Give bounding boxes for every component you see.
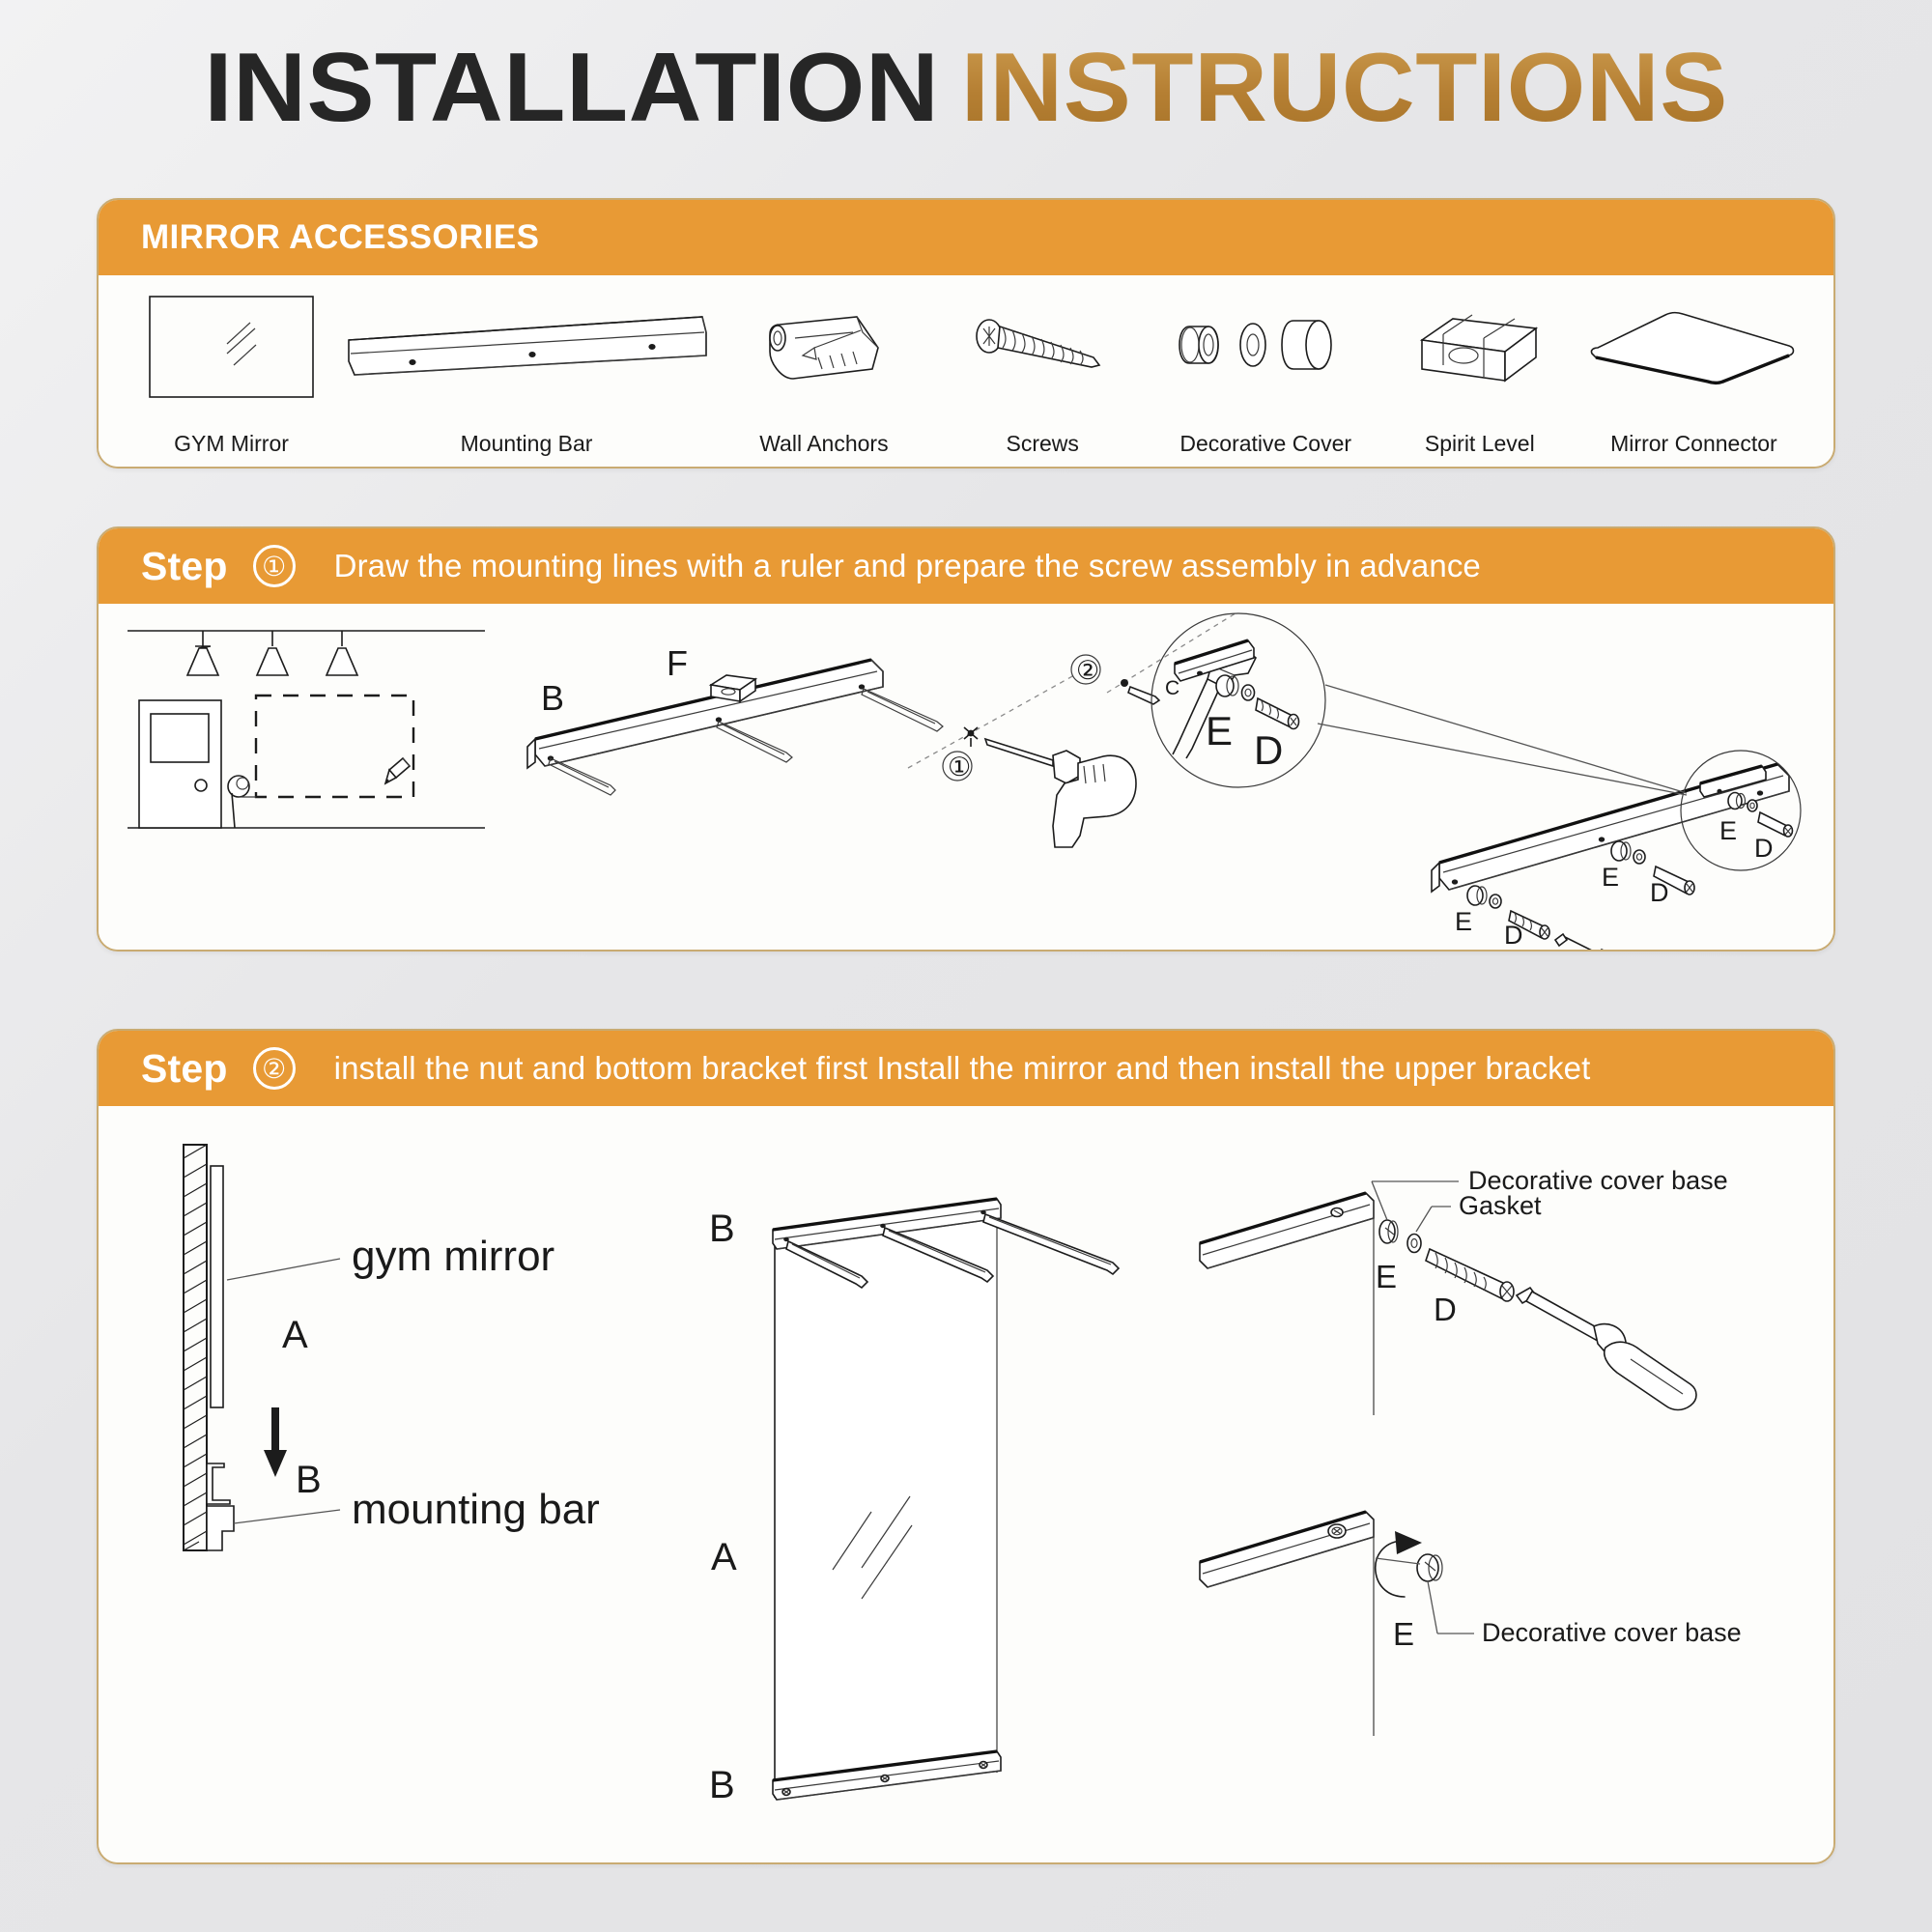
step-2-diagram bbox=[99, 1106, 1833, 1862]
step-2-number: ② bbox=[253, 1047, 296, 1090]
step2-bottom-bar-label-B: B bbox=[709, 1764, 735, 1806]
step-1-word: Step bbox=[141, 543, 228, 588]
accessory-decorative-cover bbox=[1148, 275, 1384, 469]
spirit-level-icon bbox=[1412, 275, 1548, 417]
step2-mirror-label-A: A bbox=[282, 1314, 308, 1356]
step1-drill-hammer-panel bbox=[908, 611, 1256, 847]
step-1-header bbox=[99, 528, 1833, 604]
step2-decorative-cover-base-text-2: Decorative cover base bbox=[1482, 1618, 1742, 1647]
title-instructions: INSTRUCTIONS bbox=[960, 34, 1728, 142]
accessory-wall-anchors bbox=[710, 275, 938, 469]
accessory-label: Wall Anchors bbox=[759, 431, 889, 456]
step2-cross-section bbox=[184, 1145, 600, 1550]
step2-decorative-cover-base-text: Decorative cover base bbox=[1468, 1166, 1728, 1195]
step1-screw-label-left: D bbox=[1504, 921, 1523, 950]
accessory-spirit-level bbox=[1384, 275, 1576, 469]
step-2-word: Step bbox=[141, 1045, 228, 1091]
step-2-body bbox=[99, 1106, 1833, 1862]
step-1-body bbox=[99, 604, 1833, 950]
step2-mounting-bar-text: mounting bar bbox=[352, 1486, 600, 1533]
accessory-mirror-connector bbox=[1576, 275, 1812, 469]
step1-substep-1: ① bbox=[948, 753, 972, 781]
accessories-header bbox=[99, 200, 1833, 275]
step1-cover-label-left: E bbox=[1455, 907, 1473, 936]
accessory-mounting-bar bbox=[343, 275, 710, 469]
step2-screw-label-D: D bbox=[1434, 1292, 1457, 1327]
step2-mirror-label-A2: A bbox=[711, 1536, 737, 1578]
step-2-card bbox=[97, 1029, 1835, 1864]
step1-anchor-label: C bbox=[1165, 677, 1180, 699]
step1-bar-level-panel bbox=[527, 643, 943, 795]
step2-cover-label-E2: E bbox=[1393, 1616, 1415, 1652]
decorative-cover-icon bbox=[1174, 275, 1357, 417]
screw-icon bbox=[970, 275, 1115, 417]
step2-bar-label-B: B bbox=[296, 1459, 322, 1501]
step1-room-panel bbox=[128, 631, 485, 828]
step-1-description: Draw the mounting lines with a ruler and prepare the screw assembly in advance bbox=[333, 548, 1481, 583]
step1-magnified-cover-label: E bbox=[1206, 708, 1234, 753]
accessories-body bbox=[99, 275, 1833, 469]
page-title bbox=[0, 0, 1932, 142]
mirror-connector-icon bbox=[1582, 275, 1804, 417]
wall-anchor-icon bbox=[756, 275, 892, 417]
step1-right-screw-label: D bbox=[1754, 834, 1774, 863]
step1-screw-label-mid: D bbox=[1650, 878, 1669, 907]
step-1-diagram bbox=[99, 604, 1833, 950]
accessory-label: Spirit Level bbox=[1424, 431, 1535, 456]
step1-level-label: F bbox=[667, 643, 688, 683]
step-2-header bbox=[99, 1031, 1833, 1106]
accessory-screws bbox=[938, 275, 1148, 469]
step2-gym-mirror-text: gym mirror bbox=[352, 1233, 555, 1280]
accessory-label: Decorative Cover bbox=[1179, 431, 1352, 456]
accessory-label: GYM Mirror bbox=[174, 431, 289, 456]
title-installation: INSTALLATION bbox=[204, 34, 940, 142]
step2-gasket-text: Gasket bbox=[1459, 1191, 1542, 1220]
accessory-label: Mirror Connector bbox=[1610, 431, 1777, 456]
step2-cover-label-E: E bbox=[1376, 1259, 1398, 1294]
accessories-row bbox=[99, 275, 1833, 469]
step1-right-cover-label: E bbox=[1719, 816, 1738, 845]
step1-bar-label: B bbox=[541, 678, 565, 718]
accessories-card bbox=[97, 198, 1835, 469]
step2-mirror-assembly bbox=[709, 1199, 1119, 1806]
step-2-description: install the nut and bottom bracket first Install the mirror and then install the upper bracket bbox=[333, 1050, 1591, 1086]
step2-screw-assembly bbox=[1200, 1166, 1728, 1415]
step2-top-bar-label-B: B bbox=[709, 1208, 735, 1250]
step1-cover-label-mid: E bbox=[1602, 863, 1620, 892]
step-1-number: ① bbox=[253, 545, 296, 587]
accessory-label: Screws bbox=[1006, 431, 1079, 456]
step1-substep-2: ② bbox=[1076, 656, 1100, 685]
step1-magnified-screw-label: D bbox=[1254, 727, 1284, 773]
mounting-bar-icon bbox=[343, 275, 710, 417]
accessories-header-label: MIRROR ACCESSORIES bbox=[141, 218, 540, 256]
accessory-gym-mirror bbox=[120, 275, 343, 469]
step-1-card bbox=[97, 526, 1835, 952]
mirror-panel-icon bbox=[147, 275, 316, 417]
step2-cover-install bbox=[1200, 1512, 1742, 1736]
accessory-label: Mounting Bar bbox=[460, 431, 593, 456]
